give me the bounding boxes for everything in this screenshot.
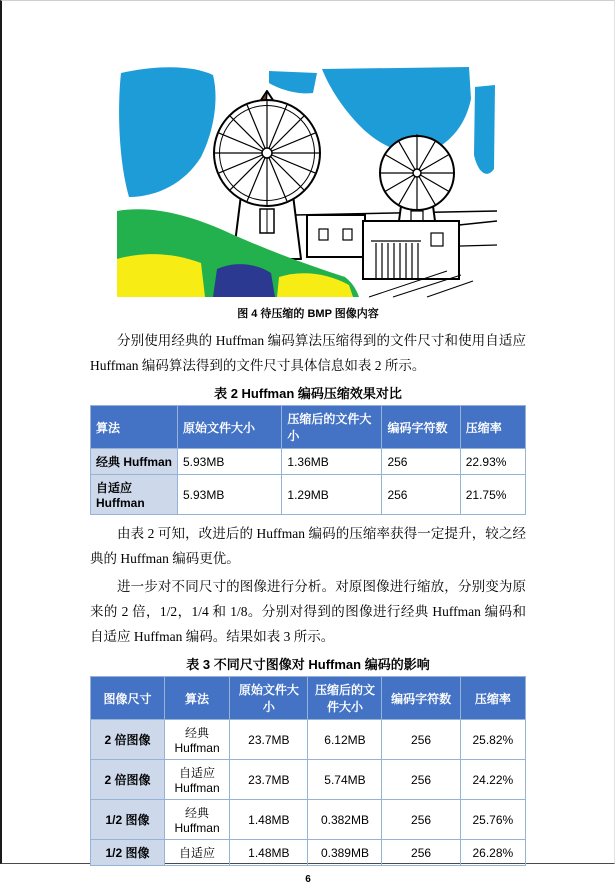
table3-cell: 自适应 Huffman [164,760,229,800]
building-small-window-1 [319,229,328,240]
table2-header-ratio: 压缩率 [460,406,525,449]
table2-cell: 5.93MB [178,475,282,515]
table2-cell: 22.93% [460,449,525,475]
table3-cell: 25.76% [460,800,525,840]
table2-header-char-count: 编码字符数 [382,406,460,449]
table-2-header-row [91,406,526,449]
building-small [307,215,365,257]
table2-header-compressed-size: 压缩后的文件大小 [282,406,382,449]
table-3-header-row [91,677,526,720]
table3-cell: 经典 Huffman [164,800,229,840]
table2-cell: 1.36MB [282,449,382,475]
sky-right-shape [322,67,471,154]
table3-cell: 26.28% [460,840,525,866]
table3-cell: 经典 Huffman [164,720,229,760]
table3-cell: 256 [382,720,460,760]
table3-cell: 1/2 图像 [91,840,165,866]
table3-cell: 6.12MB [308,720,382,760]
table3-cell: 2 倍图像 [91,720,165,760]
building-large [363,221,459,279]
table-row [91,720,526,760]
table3-cell: 256 [382,840,460,866]
table-2 [90,405,526,515]
table3-cell: 23.7MB [230,720,308,760]
table3-header-ratio: 压缩率 [460,677,525,720]
paragraph-1: 分别使用经典的 Huffman 编码算法压缩得到的文件尺寸和使用自适应 Huffman 编码算法得到的文件尺寸具体信息如表 2 所示。 [90,333,526,373]
figure-caption: 图 4 待压缩的 BMP 图像内容 [237,308,379,320]
table-row [91,840,526,866]
sky-streak-shape [474,85,495,174]
paragraph-3: 进一步对不同尺寸的图像进行分析。对原图像进行缩放，分别变为原来的 2 倍，1/2，1/4 和 1/8。分别对得到的图像进行经典 Huffman 编码和自适应 Huffman 编码。结果如表 3 所示。 [90,579,526,644]
table2-cell: 256 [382,449,460,475]
table3-cell: 0.389MB [308,840,382,866]
table2-cell: 256 [382,475,460,515]
table3-cell: 24.22% [460,760,525,800]
table-row [91,475,526,515]
table2-cell: 1.29MB [282,475,382,515]
table3-cell: 256 [382,800,460,840]
right-wheel-hub [413,169,421,177]
page-number: 6 [305,874,311,885]
sky-mid-shape [269,71,317,93]
table-2-title: 表 2 Huffman 编码压缩效果对比 [214,386,402,401]
table2-cell: 5.93MB [178,449,282,475]
table3-cell: 自适应 [164,840,229,866]
table-3 [90,676,526,866]
table-3-title: 表 3 不同尺寸图像对 Huffman 编码的影响 [186,657,430,672]
table3-cell: 1.48MB [230,800,308,840]
table3-cell: 5.74MB [308,760,382,800]
building-large-window [431,233,443,246]
table3-header-original-size: 原始文件大小 [230,677,308,720]
table3-header-compressed-size: 压缩后的文件大小 [308,677,382,720]
table2-cell: 经典 Huffman [91,449,178,475]
table3-cell: 1.48MB [230,840,308,866]
figure-4 [90,65,526,302]
windmill-illustration [117,65,499,297]
table3-header-algorithm: 算法 [164,677,229,720]
table3-cell: 25.82% [460,720,525,760]
table3-cell: 1/2 图像 [91,800,165,840]
table2-cell: 自适应 Huffman [91,475,178,515]
table-row [91,760,526,800]
table3-header-char-count: 编码字符数 [382,677,460,720]
table-row [91,800,526,840]
table2-header-original-size: 原始文件大小 [178,406,282,449]
table3-cell: 256 [382,760,460,800]
table3-cell: 23.7MB [230,760,308,800]
table3-cell: 0.382MB [308,800,382,840]
table-row [91,449,526,475]
main-wheel-hub [262,148,272,158]
table2-cell: 21.75% [460,475,525,515]
table3-cell: 2 倍图像 [91,760,165,800]
paragraph-2: 由表 2 可知，改进后的 Huffman 编码的压缩率获得一定提升，较之经典的 Huffman 编码更优。 [90,526,526,566]
table2-header-algorithm: 算法 [91,406,178,449]
sky-left-shape [119,67,215,197]
yellow-left-shape [117,254,205,297]
building-small-window-2 [343,229,352,240]
right-wall-line [459,221,497,225]
table3-header-image-size: 图像尺寸 [91,677,165,720]
